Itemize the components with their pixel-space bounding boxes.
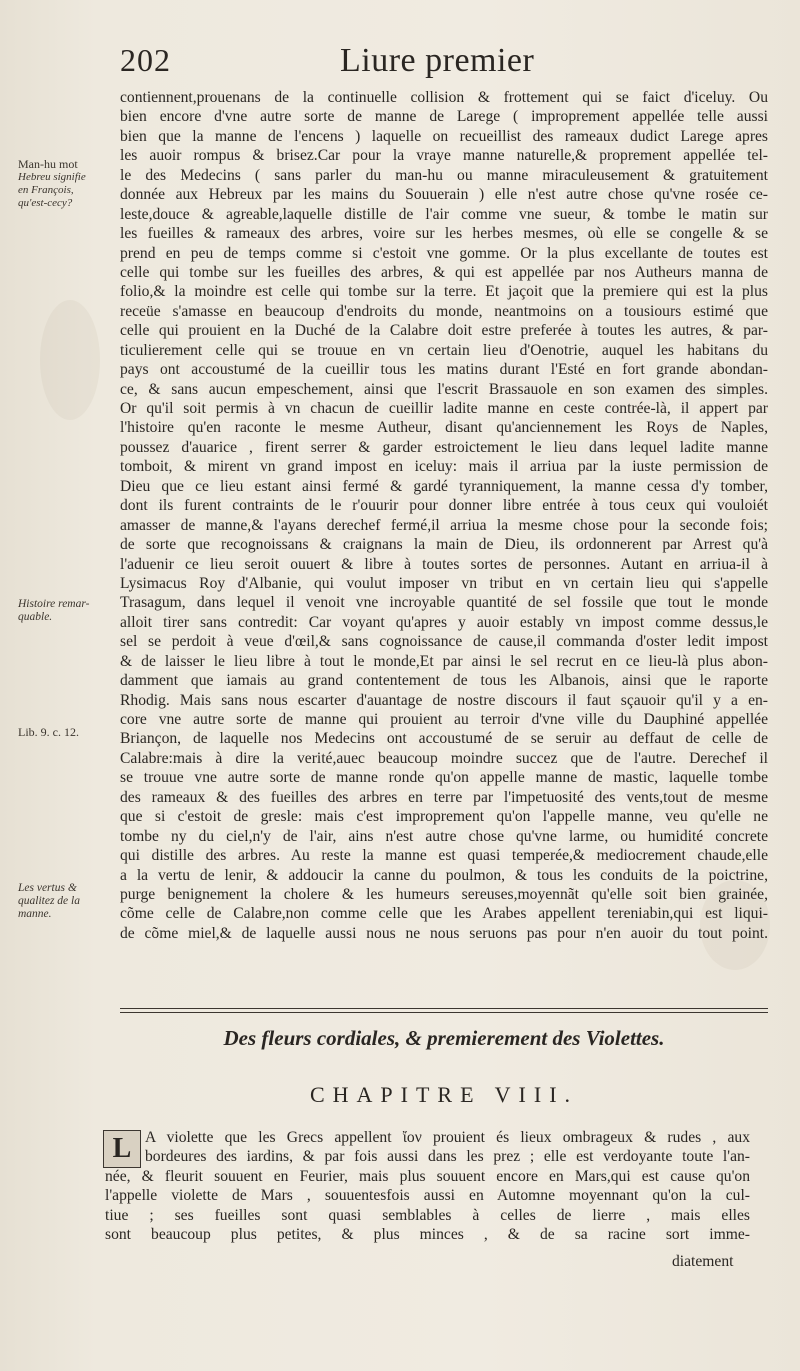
- page-stain: [40, 300, 100, 420]
- chapter-text: [105, 1128, 750, 1245]
- text-line: sel se perdoit à veue d'œil,& sans cognoissance de cause,il commanda d'oster ledit impost: [120, 633, 768, 651]
- text-line: tomboit, & mirent vn grand impost en iceluy: mais il arriua par la iuste permission de: [120, 458, 768, 476]
- text-line: [120, 943, 768, 962]
- text-line: donnée aux Hebreux par les mains du Souuerain ) elle n'est autre chose qu'vne rosée ce-: [120, 186, 768, 204]
- text-line: A violette que les Grecs appellent ἴον prouient és lieux ombrageux & rudes , aux: [145, 1129, 750, 1146]
- text-line: a la vertu de lenir, & addoucir la canne du poulmon, & tous les conduits de la poictrine,: [120, 866, 768, 884]
- text-line: contiennent,prouenans de la continuelle collision & frottement qui se faict d'iceluy. Ou: [120, 89, 768, 106]
- text-line: receüe s'amasse en beaucoup d'endroits du monde, neantmoins on a tousiours estimé que: [120, 302, 768, 320]
- text-line: bien que la manne de l'encens ) laquelle on recueillist des rameaux dudict Larege apres: [120, 127, 768, 145]
- margin-note-line: Man-hu mot: [18, 157, 78, 171]
- text-line: Or qu'il soit permis à vn chacun de cueillir ladite manne en ceste contrée-là, il appert par: [120, 400, 768, 417]
- catchword: diatement: [672, 1253, 734, 1270]
- margin-note-line: Hebreu signifie: [18, 171, 86, 183]
- margin-note-line: en François,: [18, 184, 74, 196]
- text-line: les auoir rompus & brisez.Car pour la vraye manne naturelle,& proprement appellée tel-: [120, 147, 768, 165]
- text-line: celle qui tombe sur les fueilles des arbres, & qui est appellée par nos Autheurs manna de: [120, 263, 768, 281]
- margin-note-line: Les vertus &: [18, 882, 77, 894]
- text-line: qui distille des arbres. Au reste la manne est quasi temperée,& mediocrement chaude,elle: [120, 847, 768, 865]
- text-line: core vne autre sorte de manne qui prouient au terroir d'vne ville du Dauphiné appellée: [120, 711, 768, 728]
- text-line: poussez d'auarice , firent serrer & garder estroictement le lieu dans lequel ladite manne: [120, 438, 768, 456]
- running-title: Liure premier: [340, 42, 535, 79]
- text-line: alloit tirer sans contredit: Car voyant qu'apres y auoir estably vn impost comme dessus,le: [120, 613, 768, 631]
- text-line: damment que iamais au grand contentement de tous les Albanois, ainsi que le raporte: [120, 672, 768, 690]
- margin-note-line: qualitez de la: [18, 895, 80, 907]
- text-line: amasser de manne,& l'ayans derechef fermé,il arriua la mesme chose pour la seconde fois;: [120, 516, 768, 534]
- page-header: [0, 42, 800, 86]
- text-line: tiue ; ses fueilles sont quasi semblables à celles de lierre , mais elles: [105, 1206, 750, 1224]
- text-line: Rhodig. Mais sans nous escarter d'auantage de nostre discours il faut sçauoir qu'il y a en-: [120, 691, 768, 709]
- text-line: se trouue vne autre sorte de manne ronde qu'on appelle manne de mastic, laquelle tombe: [120, 769, 768, 787]
- text-line: Trasagum, dans lequel il venoit vne incroyable quantité de sel fossile que tout le monde: [120, 594, 768, 612]
- text-line: l'histoire qu'en raconte le mesme Autheur, disant qu'anciennement les Roys de Naples,: [120, 419, 768, 437]
- text-line: des rameaux & des fueilles des arbres en terre par l'impetuosité des vents,tout de mesme: [120, 788, 768, 806]
- text-line: ce, & sans aucun empeschement, ainsi que l'escrit Brassauole en son examen des simples.: [120, 380, 768, 398]
- margin-note-lib-reference: [18, 726, 118, 739]
- text-line: ticulierement celle qui se trouue en vn certain lieu d'Oenotrie, auquel les habitans du: [120, 341, 768, 359]
- drop-cap-initial: L: [103, 1130, 141, 1168]
- text-line: l'aduenir ce lieu seroit ouuert & libre à toutes sortes de personnes. Autant en arriua-il à: [120, 555, 768, 573]
- text-line: celle qui prouient en la Duché de la Calabre doit estre preferée à toutes les autres, & par-: [120, 322, 768, 340]
- text-line: de cõme miel,& de laquelle aussi nous ne nous seruons pas pour n'en auoir du tout point.: [120, 924, 768, 942]
- text-line: bien encore d'vne autre sorte de manne de Larege ( improprement appellée telle aussi: [120, 108, 768, 126]
- text-line: dont ils furent contraints de le r'ouurir pour donner libre entrée à tous ceux qui vouloiét: [120, 497, 768, 515]
- text-line: pays ont accoustumé de la cueillir tous les matins durant l'Esté en fort grande abondan-: [120, 361, 768, 379]
- text-line: sont beaucoup plus petites, & plus minces , & de sa racine sort imme-: [105, 1226, 750, 1244]
- page-number: 202: [120, 42, 171, 78]
- text-line: le des Medecins ( sans parler du man-hu ou manne miraculeusement & gratuitement: [120, 166, 768, 184]
- margin-note-line: qu'est-cecy?: [18, 197, 73, 209]
- margin-note-line: manne.: [18, 908, 52, 920]
- text-line: cõme celle de Calabre,non comme celle que les Arabes appellent tereniabin,qui est liqui-: [120, 905, 768, 923]
- text-line: leste,douce & agreable,laquelle distille de l'air comme vne sueur, & tombe le matin sur: [120, 205, 768, 223]
- text-line: de sorte que recognoissans & craignans la main de Dieu, ils ordonnerent par Arrest qu'à: [120, 536, 768, 554]
- text-line: l'appelle violette de Mars , souuentesfois aussi en Automne moyennant qu'on la cul-: [105, 1187, 750, 1205]
- text-line: Dieu que ce lieu estant ainsi fermé & gardé tyranniquement, la manne cessa d'y tomber,: [120, 477, 768, 495]
- body-text: [120, 88, 768, 963]
- text-line: folio,& la moindre est celle qui tombe sur la terre. Et jaçoit que la premiere qui est la plus: [120, 283, 768, 301]
- text-line: purge benignement la cholere & les humeurs sereuses,moyennãt qu'elle soit bien grainée,: [120, 885, 768, 903]
- text-line: née, & fleurit souuent en Feurier, mais plus souuent encore en Mars,qui est cause qu'on: [105, 1167, 750, 1185]
- text-line: prend en peu de temps comme si c'estoit vne gomme. Or la plus excellante de toutes est: [120, 244, 768, 262]
- margin-note-histoire: [18, 598, 118, 624]
- text-line: Calabre:mais à dire la verité,auec beaucoup moindre succez que de l'autre. Derechef il: [120, 749, 768, 767]
- chapter-heading: CHAPITRE VIII.: [309, 1082, 579, 1107]
- margin-note-line: Histoire remar-: [18, 598, 90, 610]
- text-line: bordeures des iardins, & par fois aussi dans les prez ; elle est verdoyante toute l'an-: [145, 1148, 750, 1166]
- section-title: Des fleurs cordiales, & premierement des Violettes.: [223, 1026, 665, 1050]
- text-line: tombe ny du ciel,n'y de l'air, ains n'est autre chose qu'vne larme, ou humidité concrete: [120, 827, 768, 845]
- margin-note-vertus: [18, 882, 118, 921]
- text-line: les fueilles & rameaux des arbres, voire sur les herbes mesmes, où elle se congelle & se: [120, 225, 768, 243]
- margin-note-line: quable.: [18, 611, 53, 623]
- text-line: Briançon, de laquelle nos Medecins ont accoustumé de se seruir au deffaut de celle de: [120, 730, 768, 748]
- text-line: Lysimacus Roy d'Albanie, qui voulut imposer vn tribut en vn certain lieu qui s'appelle: [120, 574, 768, 592]
- text-line: que si c'estoit de gresle: mais c'est improprement qu'on l'appelle manne, veu qu'elle ne: [120, 808, 768, 826]
- margin-note-man-hu: [18, 158, 118, 210]
- section-divider: [120, 1008, 768, 1013]
- margin-note-line: Lib. 9. c. 12.: [18, 725, 79, 739]
- text-line: & de laisser le lieu libre à tout le monde,Et par ainsi le sel recrut en ce lieu-là plus abon-: [120, 652, 768, 670]
